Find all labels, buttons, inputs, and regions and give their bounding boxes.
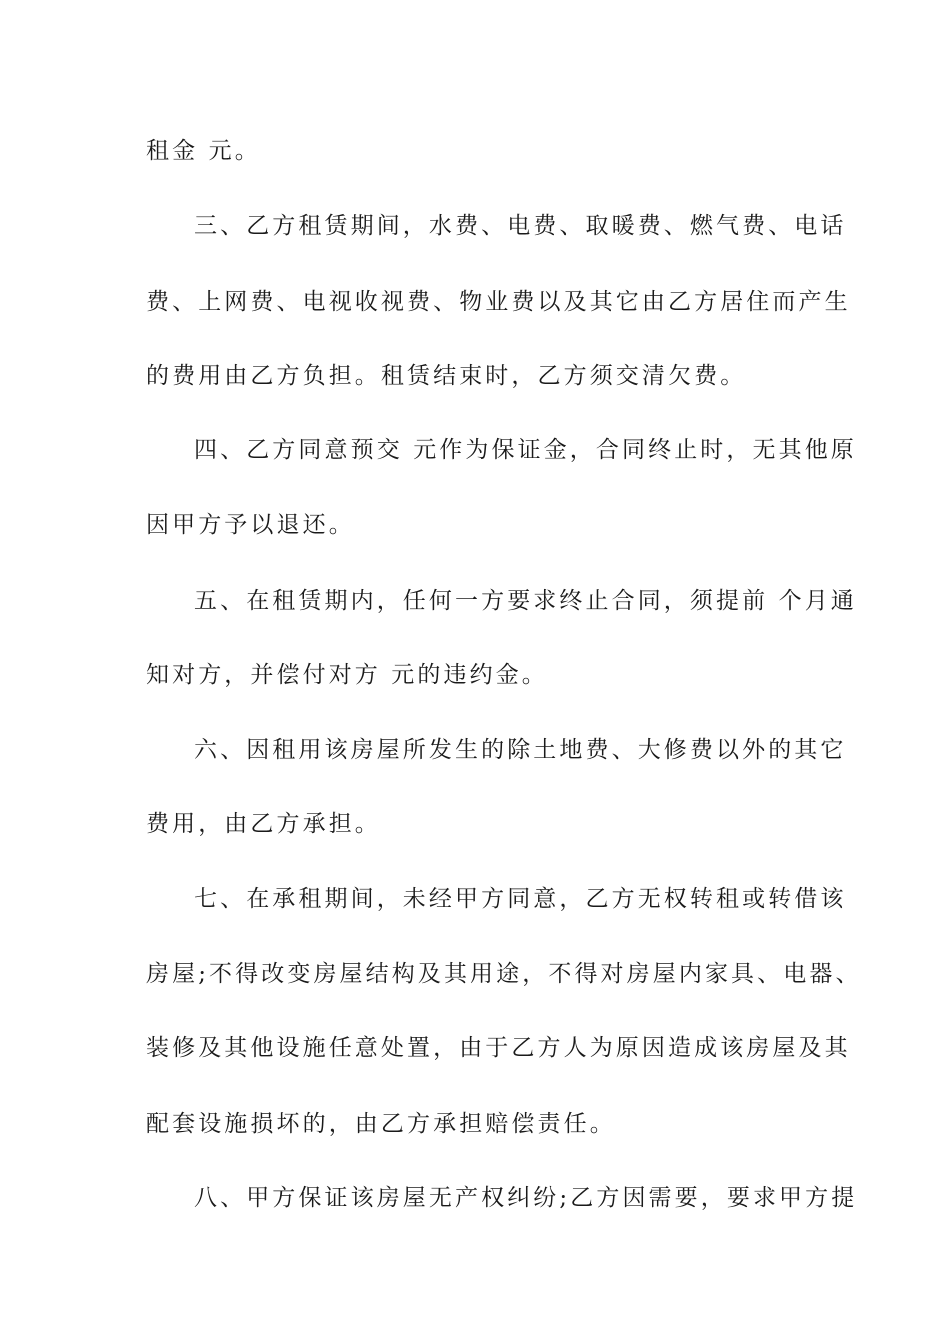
text-line: 的费用由乙方负担。租赁结束时，乙方须交清欠费。 bbox=[146, 363, 747, 389]
text-line: 知对方，并偿付对方 元的违约金。 bbox=[146, 662, 548, 688]
text-line: 八、甲方保证该房屋无产权纠纷;乙方因需要，要求甲方提 bbox=[194, 1185, 858, 1211]
text-line: 费用，由乙方承担。 bbox=[146, 811, 381, 837]
text-line: 四、乙方同意预交 元作为保证金，合同终止时，无其他原 bbox=[194, 437, 857, 463]
text-line: 三、乙方租赁期间，水费、电费、取暖费、燃气费、电话 bbox=[194, 213, 847, 239]
text-line: 六、因租用该房屋所发生的除土地费、大修费以外的其它 bbox=[194, 737, 847, 763]
text-line: 五、在租赁期内，任何一方要求终止合同，须提前 个月通 bbox=[194, 588, 857, 614]
text-line: 房屋;不得改变房屋结构及其用途，不得对房屋内家具、电器、 bbox=[146, 961, 862, 987]
text-line: 因甲方予以退还。 bbox=[146, 512, 355, 538]
text-line: 配套设施损坏的，由乙方承担赔偿责任。 bbox=[146, 1111, 616, 1137]
text-line: 装修及其他设施任意处置，由于乙方人为原因造成该房屋及其 bbox=[146, 1035, 851, 1061]
text-line: 七、在承租期间，未经甲方同意，乙方无权转租或转借该 bbox=[194, 886, 847, 912]
text-line: 租金 元。 bbox=[146, 138, 261, 164]
text-line: 费、上网费、电视收视费、物业费以及其它由乙方居住而产生 bbox=[146, 289, 851, 315]
